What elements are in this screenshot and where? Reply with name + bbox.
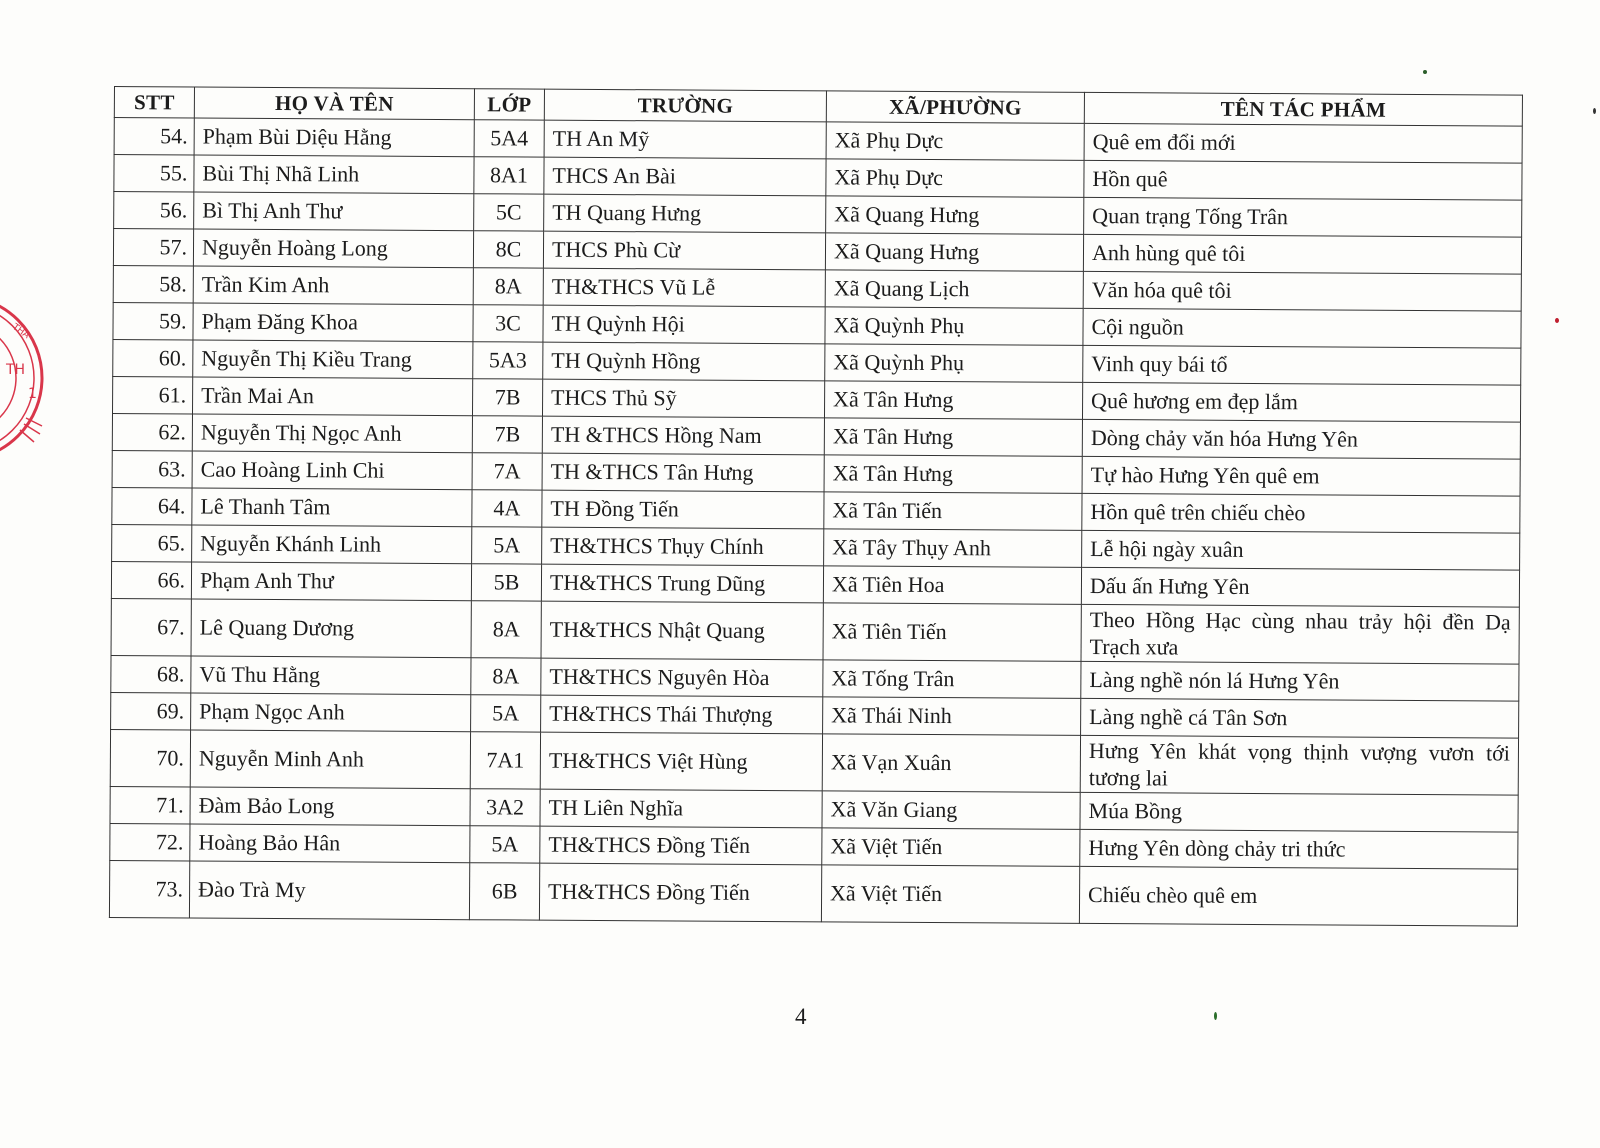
cell-stt: 58. — [113, 265, 193, 302]
table-row — [111, 598, 1519, 664]
cell-class: 7B — [472, 416, 542, 453]
cell-school: THCS Phù Cừ — [543, 231, 825, 270]
cell-school: TH Đồng Tiến — [542, 490, 824, 529]
cell-work: Vinh quy bái tổ — [1083, 345, 1521, 385]
cell-class: 5A — [471, 695, 541, 732]
cell-class: 5B — [471, 564, 541, 601]
header-work: TÊN TÁC PHẨM — [1084, 92, 1522, 126]
cell-class: 5A3 — [473, 342, 543, 379]
stamp-text-center: TH — [6, 362, 26, 378]
cell-commune: Xã Quang Lịch — [825, 270, 1083, 309]
scan-speck — [1555, 318, 1559, 323]
stamp-text-number: 1 — [28, 386, 37, 402]
cell-commune: Xã Tân Hưng — [824, 455, 1082, 494]
cell-name: Trần Mai An — [192, 377, 472, 416]
cell-name: Nguyễn Thị Kiều Trang — [193, 340, 473, 379]
cell-name: Đào Trà My — [189, 861, 469, 920]
cell-class: 3C — [473, 305, 543, 342]
cell-commune: Xã Tân Tiến — [824, 492, 1082, 531]
cell-work: Chiếu chèo quê em — [1079, 866, 1517, 926]
cell-class: 6B — [469, 863, 539, 920]
cell-school: THCS Thủ Sỹ — [542, 379, 824, 418]
cell-class: 8C — [473, 231, 543, 268]
cell-stt: 60. — [113, 339, 193, 376]
scan-speck — [1214, 1012, 1217, 1020]
cell-commune: Xã Tống Trân — [823, 660, 1081, 699]
cell-class: 8A — [471, 601, 541, 658]
cell-name: Đàm Bảo Long — [190, 787, 470, 826]
cell-work: Hồn quê trên chiếu chèo — [1082, 493, 1520, 533]
cell-name: Bì Thị Anh Thư — [194, 192, 474, 231]
cell-name: Lê Thanh Tâm — [192, 488, 472, 527]
cell-stt: 56. — [114, 192, 194, 229]
cell-school: TH&THCS Nguyên Hòa — [541, 658, 823, 697]
cell-stt: 71. — [110, 786, 190, 823]
cell-commune: Xã Quỳnh Phụ — [825, 344, 1083, 383]
stamp-text-rim: THA — [10, 322, 32, 342]
cell-school: TH&THCS Việt Hùng — [540, 732, 822, 791]
cell-commune: Xã Việt Tiến — [822, 828, 1080, 867]
cell-school: TH &THCS Tân Hưng — [542, 453, 824, 492]
cell-work: Quê em đổi mới — [1084, 123, 1522, 163]
cell-commune: Xã Quang Hưng — [826, 196, 1084, 235]
cell-work: Cội nguồn — [1083, 308, 1521, 348]
cell-school: TH Quang Hưng — [544, 194, 826, 233]
cell-name: Phạm Đăng Khoa — [193, 303, 473, 342]
cell-commune: Xã Tiên Tiến — [823, 603, 1081, 662]
cell-commune: Xã Tân Hưng — [824, 418, 1082, 457]
cell-commune: Xã Quỳnh Phụ — [825, 307, 1083, 346]
cell-stt: 68. — [111, 655, 191, 692]
cell-work: Tự hào Hưng Yên quê em — [1082, 456, 1520, 496]
cell-work: Hồn quê — [1084, 160, 1522, 200]
cell-name: Nguyễn Minh Anh — [190, 730, 470, 789]
cell-class: 7B — [472, 379, 542, 416]
cell-name: Nguyễn Khánh Linh — [192, 525, 472, 564]
cell-work: Làng nghề nón lá Hưng Yên — [1081, 661, 1519, 701]
cell-commune: Xã Quang Hưng — [825, 233, 1083, 272]
cell-class: 8A1 — [474, 157, 544, 194]
cell-school: TH&THCS Vũ Lễ — [543, 268, 825, 307]
cell-name: Trần Kim Anh — [193, 266, 473, 305]
header-commune: XÃ/PHƯỜNG — [826, 91, 1084, 124]
cell-work: Làng nghề cá Tân Sơn — [1081, 698, 1519, 738]
cell-commune: Xã Văn Giang — [822, 791, 1080, 830]
cell-school: TH An Mỹ — [544, 120, 826, 159]
cell-class: 7A — [472, 453, 542, 490]
cell-name: Bùi Thị Nhã Linh — [194, 155, 474, 194]
cell-name: Lê Quang Dương — [191, 599, 471, 658]
cell-stt: 72. — [110, 823, 190, 860]
table-row — [110, 729, 1518, 795]
cell-work: Dấu ấn Hưng Yên — [1081, 567, 1519, 607]
cell-work: Hưng Yên khát vọng thịnh vượng vươn tới tương lai — [1080, 735, 1518, 795]
official-stamp — [0, 290, 44, 466]
cell-class: 3A2 — [470, 789, 540, 826]
cell-work: Theo Hồng Hạc cùng nhau trảy hội đền Dạ Trạch xưa — [1081, 604, 1519, 664]
cell-work: Anh hùng quê tôi — [1083, 234, 1521, 274]
cell-class: 8A — [471, 658, 541, 695]
cell-stt: 73. — [109, 860, 189, 917]
cell-work: Lễ hội ngày xuân — [1082, 530, 1520, 570]
cell-school: TH &THCS Hồng Nam — [542, 416, 824, 455]
cell-commune: Xã Tiên Hoa — [823, 566, 1081, 605]
cell-school: TH Liên Nghĩa — [540, 789, 822, 828]
cell-name: Phạm Bùi Diệu Hằng — [194, 118, 474, 157]
cell-class: 5A — [470, 826, 540, 863]
cell-class: 7A1 — [470, 732, 540, 789]
cell-name: Phạm Anh Thư — [191, 562, 471, 601]
cell-name: Phạm Ngọc Anh — [191, 693, 471, 732]
cell-stt: 67. — [111, 598, 191, 655]
cell-stt: 59. — [113, 302, 193, 339]
cell-class: 5C — [474, 194, 544, 231]
cell-name: Cao Hoàng Linh Chi — [192, 451, 472, 490]
cell-school: THCS An Bài — [544, 157, 826, 196]
cell-commune: Xã Tây Thụy Anh — [824, 529, 1082, 568]
cell-name: Hoàng Bảo Hân — [190, 824, 470, 863]
cell-school: TH&THCS Đồng Tiến — [539, 863, 821, 922]
cell-name: Nguyễn Hoàng Long — [193, 229, 473, 268]
cell-school: TH&THCS Thái Thượng — [541, 695, 823, 734]
cell-work: Quan trạng Tống Trân — [1084, 197, 1522, 237]
cell-stt: 54. — [114, 118, 194, 155]
cell-class: 5A4 — [474, 120, 544, 157]
cell-school: TH Quỳnh Hồng — [543, 342, 825, 381]
header-school: TRƯỜNG — [544, 89, 826, 122]
cell-commune: Xã Việt Tiến — [821, 865, 1079, 924]
cell-stt: 61. — [112, 376, 192, 413]
awards-table — [109, 86, 1523, 927]
cell-stt: 64. — [112, 487, 192, 524]
cell-class: 5A — [472, 527, 542, 564]
header-name: HỌ VÀ TÊN — [194, 87, 474, 120]
cell-class: 4A — [472, 490, 542, 527]
cell-work: Dòng chảy văn hóa Hưng Yên — [1082, 419, 1520, 459]
cell-stt: 70. — [110, 729, 190, 786]
cell-school: TH&THCS Nhật Quang — [541, 601, 823, 660]
cell-school: TH&THCS Trung Dũng — [541, 564, 823, 603]
awards-table-container — [109, 86, 1522, 927]
cell-name: Vũ Thu Hằng — [191, 656, 471, 695]
cell-class: 8A — [473, 268, 543, 305]
cell-name: Nguyễn Thị Ngọc Anh — [192, 414, 472, 453]
cell-commune: Xã Vạn Xuân — [822, 734, 1080, 793]
cell-stt: 65. — [112, 524, 192, 561]
cell-stt: 62. — [112, 413, 192, 450]
cell-stt: 63. — [112, 450, 192, 487]
cell-work: Quê hương em đẹp lắm — [1082, 382, 1520, 422]
cell-commune: Xã Phụ Dực — [826, 122, 1084, 161]
cell-stt: 66. — [111, 561, 191, 598]
scan-speck — [1423, 70, 1427, 74]
header-class: LỚP — [474, 89, 544, 120]
cell-work: Hưng Yên dòng chảy tri thức — [1080, 829, 1518, 869]
cell-school: TH&THCS Thụy Chính — [542, 527, 824, 566]
cell-stt: 57. — [113, 229, 193, 266]
cell-work: Văn hóa quê tôi — [1083, 271, 1521, 311]
header-stt: STT — [114, 87, 194, 118]
cell-stt: 69. — [111, 692, 191, 729]
cell-commune: Xã Tân Hưng — [824, 381, 1082, 420]
cell-school: TH&THCS Đồng Tiến — [540, 826, 822, 865]
cell-stt: 55. — [114, 155, 194, 192]
cell-commune: Xã Phụ Dực — [826, 159, 1084, 198]
cell-school: TH Quỳnh Hội — [543, 305, 825, 344]
page-number: 4 — [795, 1004, 807, 1029]
cell-commune: Xã Thái Ninh — [823, 697, 1081, 736]
scan-speck — [1593, 108, 1596, 114]
table-row — [109, 860, 1517, 926]
cell-work: Múa Bồng — [1080, 792, 1518, 832]
